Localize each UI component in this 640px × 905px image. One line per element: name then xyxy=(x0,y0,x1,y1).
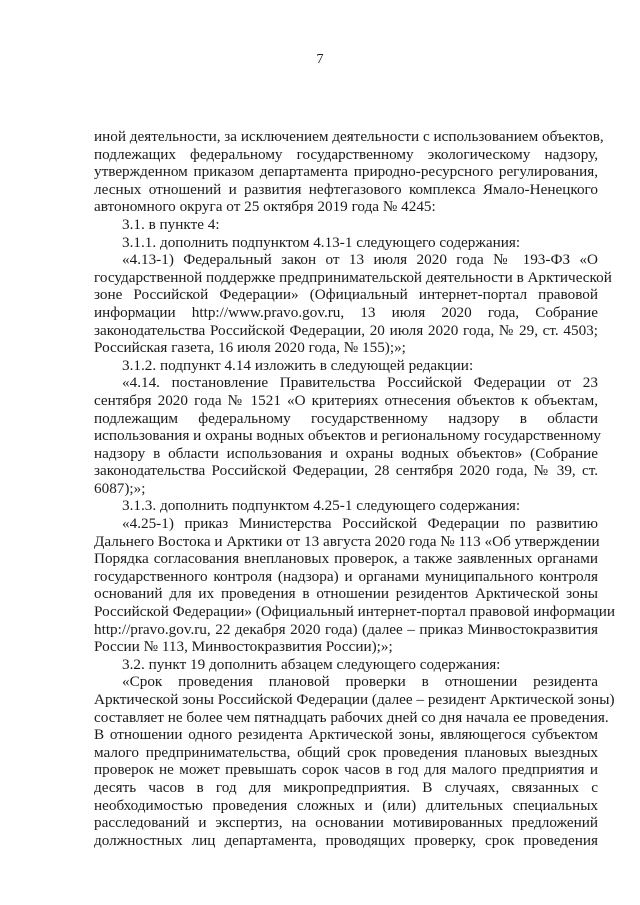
text-line: проверок не может превышать сорок часов в год для малого предприятия и xyxy=(94,761,598,779)
text-line: «4.25-1) приказ Министерства Российской Федерации по развитию xyxy=(122,515,598,533)
text-line: расследований и экспертиз, на основании мотивированных предложений xyxy=(94,814,598,832)
text-line: информации http://www.pravo.gov.ru, 13 июля 2020 года, Собрание xyxy=(94,303,598,321)
text-line: Порядка согласования внеплановых проверок, а также заявленных органами xyxy=(94,550,598,568)
text-line: России № 113, Минвостокразвития России);»; xyxy=(94,638,393,656)
text-line: необходимостью проведения сложных и (или) длительных специальных xyxy=(94,796,598,814)
text-line: Российской Федерации» (Официальный интернет-портал правовой информации xyxy=(94,603,616,621)
text-line: должностных лиц департамента, проводящих проверку, срок проведения xyxy=(94,831,598,849)
text-line: подлежащим федеральному государственному надзору в области xyxy=(94,409,598,427)
text-line: 3.1. в пункте 4: xyxy=(122,215,220,233)
text-line: законодательства Российской Федерации, 20 июля 2020 года, № 29, ст. 4503; xyxy=(94,321,598,339)
text-line: Российская газета, 16 июля 2020 года, № 155);»; xyxy=(94,339,406,357)
text-line: http://pravo.gov.ru, 22 декабря 2020 года) (далее – приказ Минвостокразвития xyxy=(94,620,598,638)
text-line: Дальнего Востока и Арктики от 13 августа 2020 года № 113 «Об утверждении xyxy=(94,532,600,550)
text-line: составляет не более чем пятнадцать рабочих дней со дня начала ее проведения. xyxy=(94,708,609,726)
text-line: 6087);»; xyxy=(94,479,146,497)
page-number: 7 xyxy=(316,52,324,67)
text-line: «4.13-1) Федеральный закон от 13 июля 2020 года № 193-ФЗ «О xyxy=(122,251,598,269)
text-line: лесных отношений и развития нефтегазового комплекса Ямало-Ненецкого xyxy=(94,180,598,198)
text-line: зоне Российской Федерации» (Официальный интернет-портал правовой xyxy=(94,286,598,304)
text-line: десять часов в год для микропредприятия. В случаях, связанных с xyxy=(94,778,598,796)
text-line: утвержденном приказом департамента природно-ресурсного регулирования, xyxy=(94,163,598,181)
text-line: 3.1.1. дополнить подпунктом 4.13-1 следующего содержания: xyxy=(122,233,521,251)
text-line: законодательства Российской Федерации, 28 сентября 2020 года, № 39, ст. xyxy=(94,462,598,480)
document-body xyxy=(94,128,616,849)
text-line: 3.1.2. подпункт 4.14 изложить в следующей редакции: xyxy=(122,356,474,374)
text-line: сентября 2020 года № 1521 «О критериях отнесения объектов к объектам, xyxy=(94,391,598,409)
text-line: государственной поддержке предпринимательской деятельности в Арктической xyxy=(94,268,612,286)
text-line: «Срок проведения плановой проверки в отношении резидента xyxy=(122,673,598,691)
text-line: иной деятельности, за исключением деятельности с использованием объектов, xyxy=(94,128,604,145)
text-line: надзору в области использования и охраны водных объектов» (Собрание xyxy=(94,444,598,462)
text-line: 3.1.3. дополнить подпунктом 4.25-1 следующего содержания: xyxy=(122,497,521,515)
text-line: В отношении одного резидента Арктической зоны, являющегося субъектом xyxy=(94,726,598,744)
text-line: автономного округа от 25 октября 2019 года № 4245: xyxy=(94,198,436,216)
text-line: оснований для их проведения в отношении резидентов Арктической зоны xyxy=(94,585,598,603)
text-line: 3.2. пункт 19 дополнить абзацем следующего содержания: xyxy=(122,655,501,673)
text-line: государственного контроля (надзора) и органами муниципального контроля xyxy=(94,567,598,585)
text-line: подлежащих федеральному государственному экологическому надзору, xyxy=(94,145,598,163)
text-line: использования и охраны водных объектов и региональному государственному xyxy=(94,427,601,445)
text-line: «4.14. постановление Правительства Российской Федерации от 23 xyxy=(122,374,598,392)
text-line: Арктической зоны Российской Федерации (далее – резидент Арктической зоны) xyxy=(94,691,615,708)
text-line: малого предпринимательства, общий срок проведения плановых выездных xyxy=(94,743,598,761)
